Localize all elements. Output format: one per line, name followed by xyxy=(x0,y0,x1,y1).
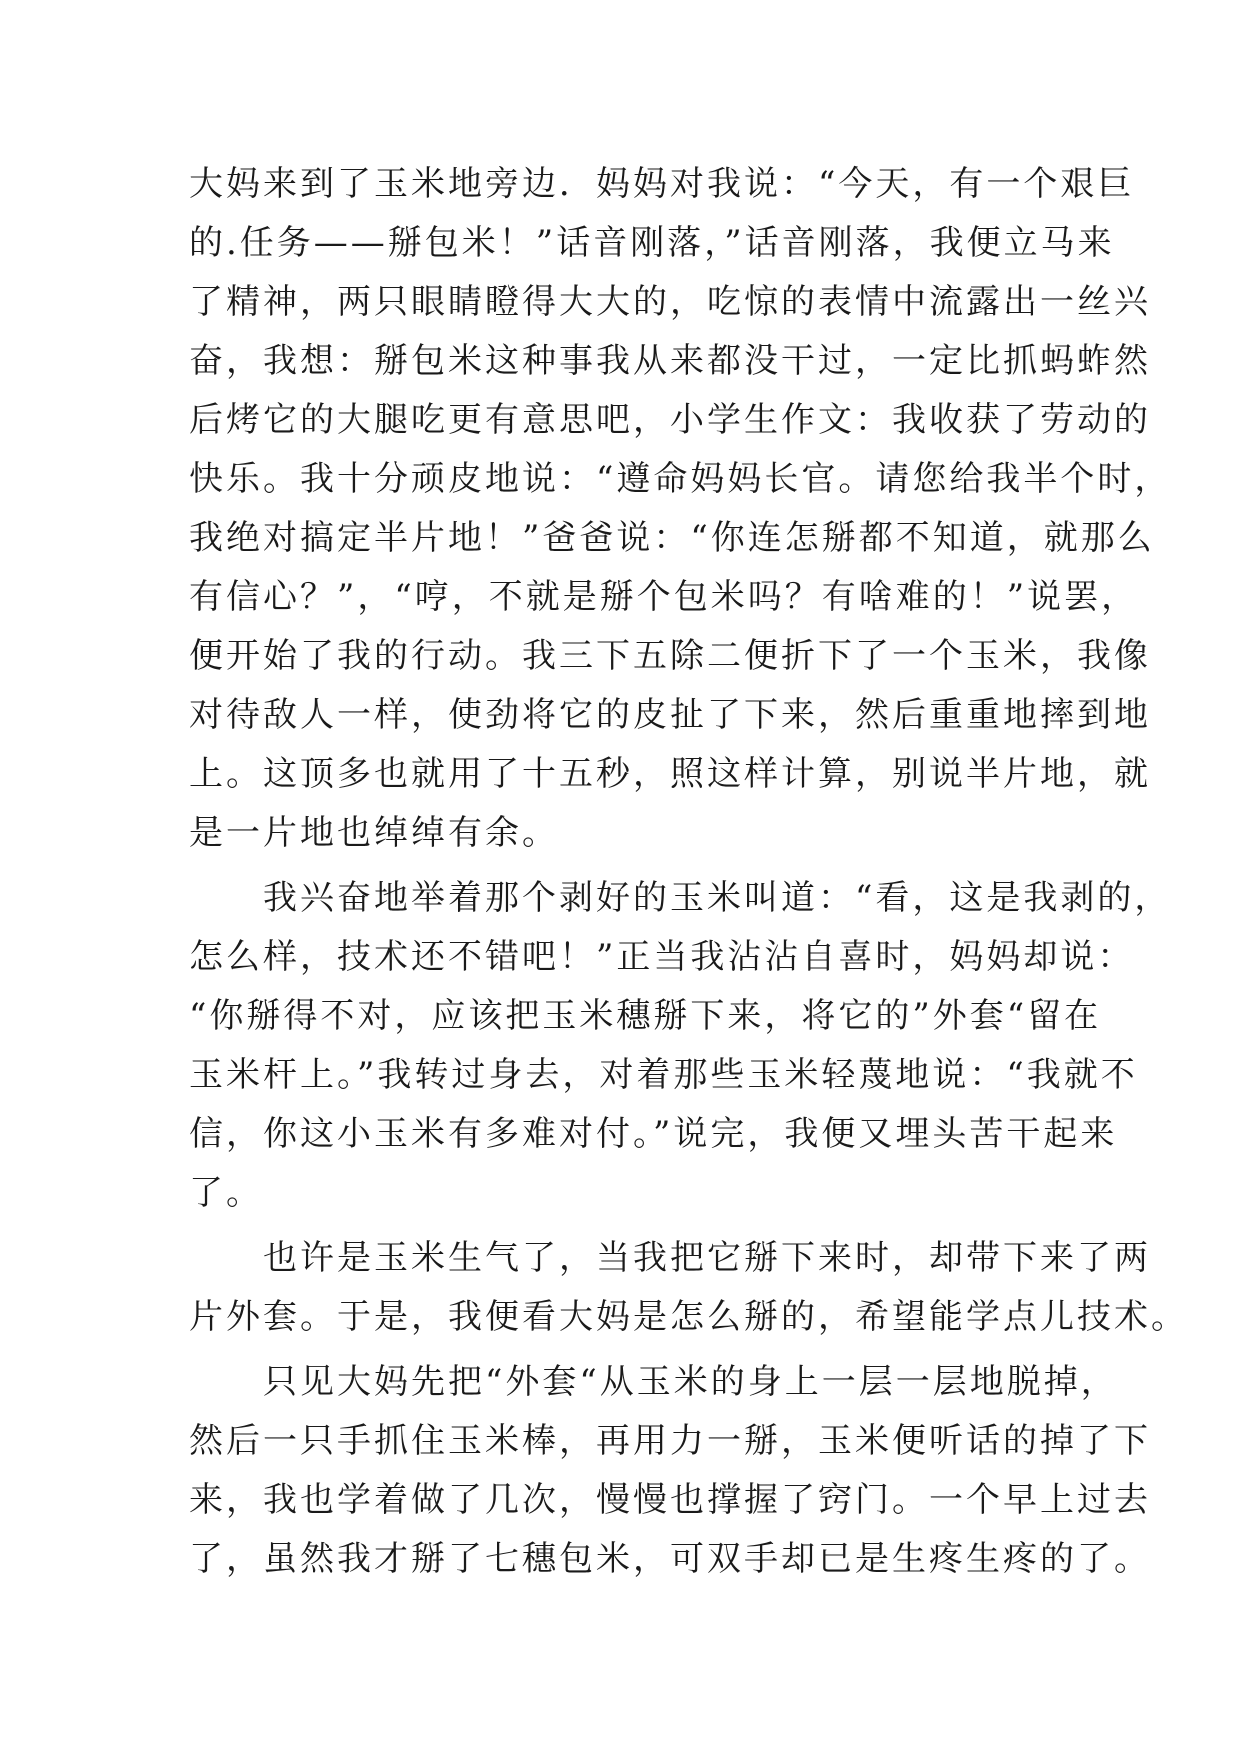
text-line: 便开始了我的行动。我三下五除二便折下了一个玉米，我像 xyxy=(189,636,1151,676)
text-line: 是一片地也绰绰有余。 xyxy=(189,813,559,853)
text-line: 我兴奋地举着那个剥好的玉米叫道：“看，这是我剥的， xyxy=(189,878,1172,918)
text-line: 我绝对搞定半片地！”爸爸说：“你连怎掰都不知道，就那么 xyxy=(189,518,1155,558)
text-line: 玉米杆上。”我转过身去，对着那些玉米轻蔑地说：“我就不 xyxy=(189,1055,1138,1095)
text-line: 快乐。我十分顽皮地说：“遵命妈妈长官。请您给我半个时， xyxy=(189,459,1172,499)
text-line: 然后一只手抓住玉米棒，再用力一掰，玉米便听话的掉了下 xyxy=(189,1421,1151,1461)
paragraph xyxy=(189,155,1172,863)
paragraph xyxy=(189,1229,1188,1347)
document-body xyxy=(189,155,1188,1589)
text-line: 有信心？”，“哼，不就是掰个包米吗？有啥难的！”说罢， xyxy=(189,577,1139,617)
text-line: 只见大妈先把“外套“从玉米的身上一层一层地脱掉， xyxy=(189,1362,1118,1402)
text-line: 了，虽然我才掰了七穗包米，可双手却已是生疼生疼的了。 xyxy=(189,1539,1151,1579)
text-line: “你掰得不对，应该把玉米穗掰下来，将它的”外套“留在 xyxy=(189,996,1102,1036)
text-line: 上。这顶多也就用了十五秒，照这样计算，别说半片地，就 xyxy=(189,754,1151,794)
text-line: 也许是玉米生气了，当我把它掰下来时，却带下来了两 xyxy=(189,1238,1151,1278)
text-line: 片外套。于是，我便看大妈是怎么掰的，希望能学点儿技术。 xyxy=(189,1297,1188,1337)
text-line: 对待敌人一样，使劲将它的皮扯了下来，然后重重地摔到地 xyxy=(189,695,1151,735)
text-line: 了。 xyxy=(189,1173,263,1213)
paragraph xyxy=(189,1353,1151,1589)
text-line: 奋，我想：掰包米这种事我从来都没干过，一定比抓蚂蚱然 xyxy=(189,341,1151,381)
text-line: 怎么样，技术还不错吧！”正当我沾沾自喜时，妈妈却说： xyxy=(189,937,1135,977)
text-line: 大妈来到了玉米地旁边．妈妈对我说：“今天，有一个艰巨 xyxy=(189,164,1135,204)
text-line: 了精神，两只眼睛瞪得大大的，吃惊的表情中流露出一丝兴 xyxy=(189,282,1151,322)
text-line: 后烤它的大腿吃更有意思吧，小学生作文：我收获了劳动的 xyxy=(189,400,1151,440)
text-line: 来，我也学着做了几次，慢慢也撑握了窍门。一个早上过去 xyxy=(189,1480,1151,1520)
text-line: 的.任务——掰包米！”话音刚落，”话音刚落，我便立马来 xyxy=(189,223,1115,263)
text-line: 信，你这小玉米有多难对付。”说完，我便又埋头苦干起来 xyxy=(189,1114,1118,1154)
paragraph xyxy=(189,869,1172,1223)
